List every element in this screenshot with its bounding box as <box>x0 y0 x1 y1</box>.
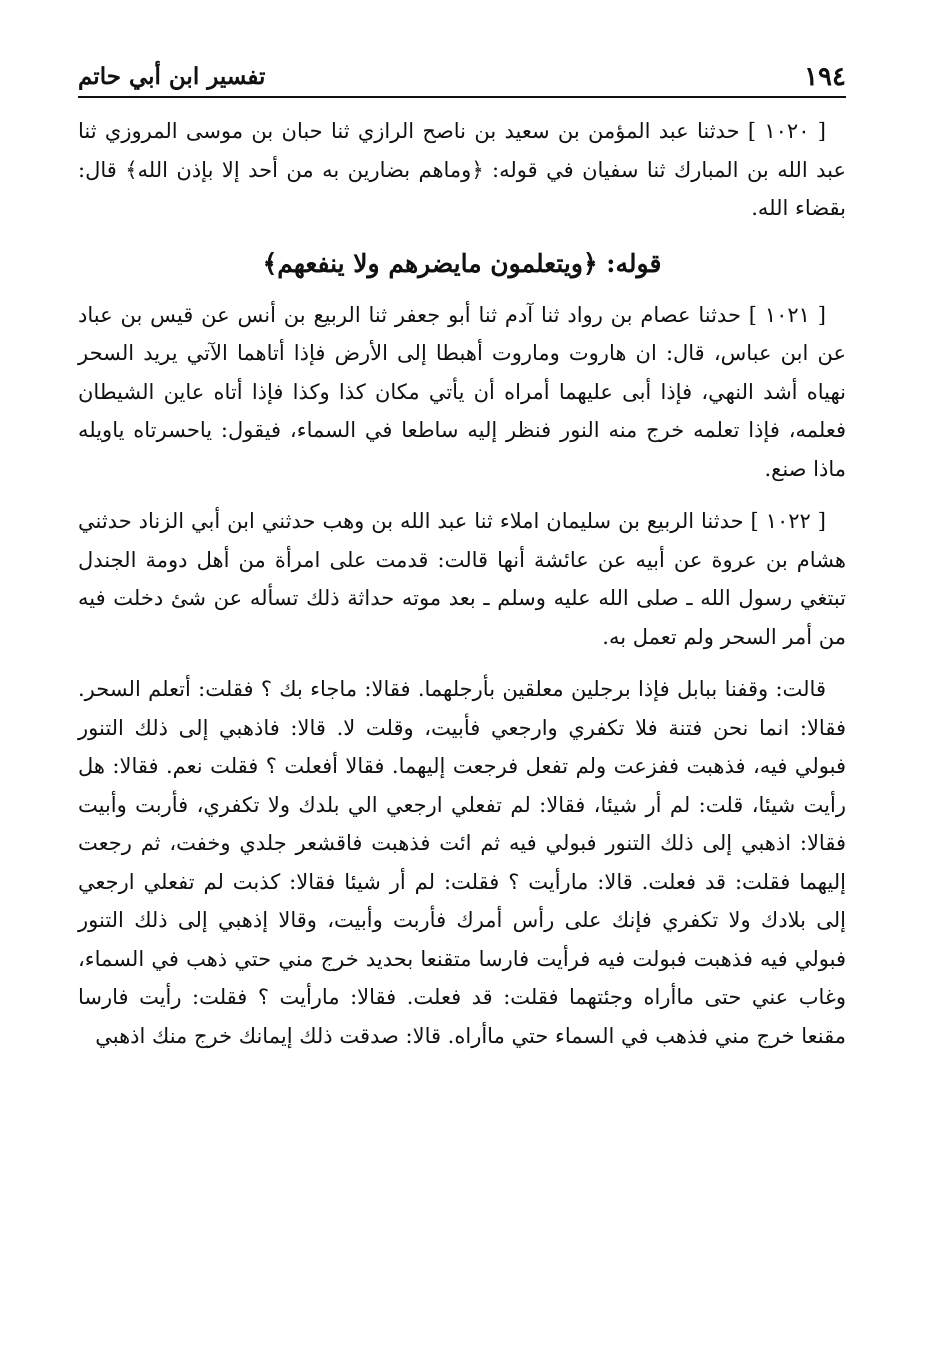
narration-1020: [ ١٠٢٠ ] حدثنا عبد المؤمن بن سعيد بن ناصح الرازي ثنا حبان بن موسى المروزي ثنا عبد الله بن المبارك ثنا سفيان في قوله: ﴿وماهم بضارين به من أحد إلا بإذن الله﴾ قال: بقضاء الله. <box>78 119 846 220</box>
page-number: ١٩٤ <box>804 62 846 92</box>
narration-continuation: قالت: وقفنا ببابل فإذا برجلين معلقين بأرجلهما. فقالا: ماجاء بك ؟ فقلت: أتعلم السحر. فقالا: انما نحن فتنة فلا تكفري وارجعي فأبيت، وقلت لا. قالا: فاذهبي إلى ذلك التنور فبولي فيه، فذهبت ففزعت ولم تفعل فرجعت إليهما. فقالا أفعلت ؟ فقلت نعم. فقالا: هل رأيت شيئا، قلت: لم أر شيئا، فقالا: لم تفعلي ارجعي الي بلدك ولا تكفري، فأربت وأبيت فقالا: اذهبي إلى ذلك التنور فبولي فيه ثم ائت فذهبت فاقشعر جلدي وخفت، ثم رجعت إليهما فقلت: قد فعلت. قالا: مارأيت ؟ فقلت: لم أر شيئا فقالا: كذبت لم تفعلي ارجعي إلى بلادك ولا تكفري فإنك على رأس أمرك فأربت وأبيت، وقالا إذهبي إلى ذلك التنور فبولي فيه فذهبت فبولت فيه فرأيت فارسا متقنعا بحديد خرج مني حتي ذهب في السماء، وغاب عني حتى ماأراه وجئتهما فقلت: قد فعلت. فقالا: مارأيت ؟ فقلت: رأيت فارسا مقنعا خرج مني فذهب في السماء حتي ماأراه. قالا: صدقت ذلك إيمانك خرج منك اذهبي <box>78 677 846 1048</box>
narration-1021: [ ١٠٢١ ] حدثنا عصام بن رواد ثنا آدم ثنا أبو جعفر ثنا الربيع بن أنس عن قيس بن عباد عن ابن عباس، قال: ان هاروت وماروت أهبطا إلى الأرض فإذا أتاهما الآتي يريد السحر نهياه أشد النهي، فإذا أبى عليهما أمراه أن يأتي مكان كذا وكذا فإذا أتاه عاين الشيطان فعلمه، فإذا تعلمه خرج منه النور فنظر إليه ساطعا في السماء، فيقول: ياحسرتاه ياويله ماذا صنع. <box>78 302 846 481</box>
page-header <box>78 52 846 92</box>
header-rule <box>78 96 846 98</box>
narration-1022: [ ١٠٢٢ ] حدثنا الربيع بن سليمان املاء ثنا عبد الله بن وهب حدثني ابن أبي الزناد حدثني هشام بن عروة عن أبيه عن عائشة أنها قالت: قدمت على امرأة من أهل دومة الجندل تبتغي رسول الله ـ صلى الله عليه وسلم ـ بعد موته حداثة ذلك تسأله عن شئ دخلت فيه من أمر السحر ولم تعمل به. <box>78 509 846 649</box>
book-title: تفسير ابن أبي حاتم <box>78 63 266 90</box>
page-body <box>78 112 846 1069</box>
verse-heading: قوله: ﴿ويتعلمون مايضرهم ولا ينفعهم﴾ <box>262 248 662 278</box>
